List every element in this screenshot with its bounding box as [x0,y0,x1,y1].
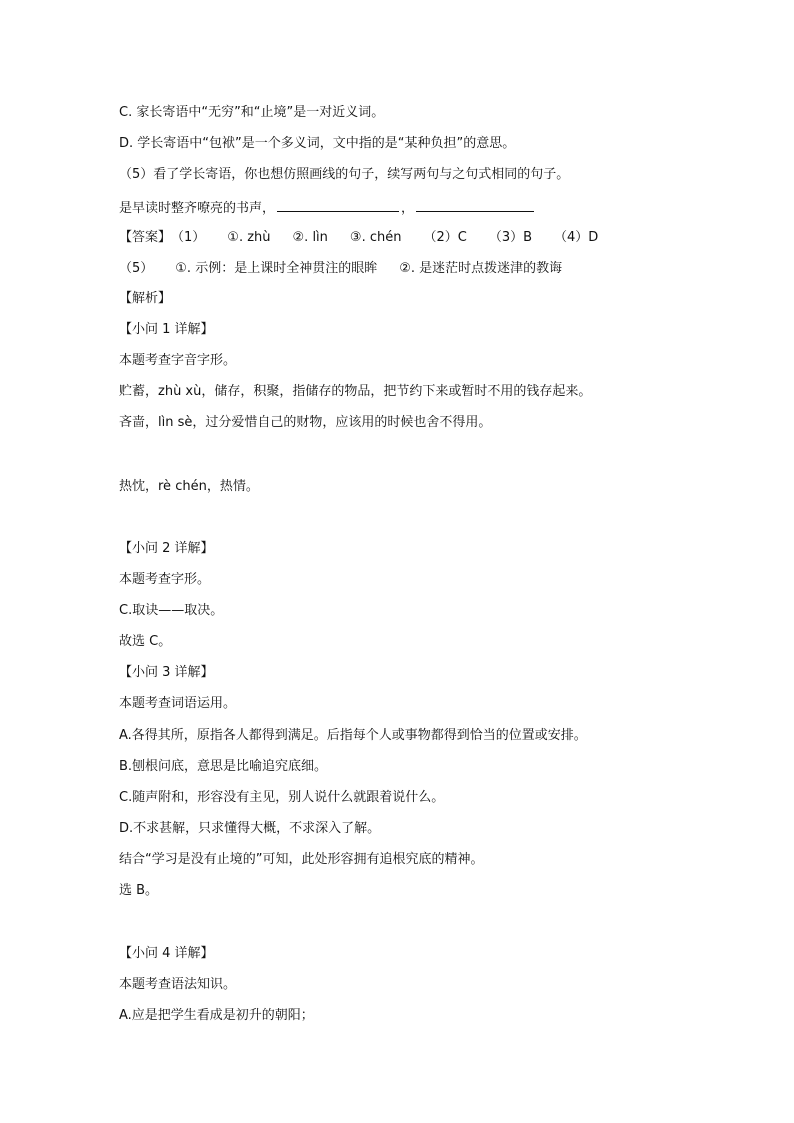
q1-header: 【小问 1 详解】 [119,322,214,337]
answer-line-2 [119,261,759,277]
answer-1-b: ②. lìn [292,230,328,245]
question-5-fill-line [119,199,759,217]
q4-header: 【小问 4 详解】 [119,946,214,961]
answer-part-2: （2）C [423,230,467,245]
q3-line-3: B.刨根问底，意思是比喻追究底细。 [119,759,328,774]
q3-line-4: C.随声附和，形容没有主见，别人说什么就跟着说什么。 [119,790,445,805]
answer-blank-2 [416,199,534,212]
q2-line-2: C.取诀——取决。 [119,603,224,618]
answer-line-1 [119,230,759,246]
question-5-prompt: （5）看了学长寄语，你也想仿照画线的句子，续写两句与之句式相同的句子。 [119,167,570,182]
answer-part-5: （5） [119,261,154,276]
q3-line-7: 选 B。 [119,883,159,898]
answer-part-1: （1） [171,230,206,245]
answer-5-a: ①. 示例：是上课时全神贯注的眼眸 [175,261,378,276]
answer-blank-1 [277,199,399,212]
option-d-line: D. 学长寄语中“包袱”是一个多义词，文中指的是“某种负担”的意思。 [119,136,516,151]
q4-line-1: 本题考查语法知识。 [119,977,237,992]
answer-1-c: ③. chén [349,230,402,245]
answer-part-3: （3）B [488,230,533,245]
q3-line-1: 本题考查词语运用。 [119,696,237,711]
answer-1-a: ①. zhù [227,230,271,245]
q1-line-1: 本题考查字音字形。 [119,353,237,368]
answer-label: 【答案】 [119,230,172,245]
q3-header: 【小问 3 详解】 [119,665,214,680]
q3-line-2: A.各得其所，原指各人都得到满足。后指每个人或事物都得到恰当的位置或安排。 [119,728,587,743]
q1-line-4: 热忱，rè chén，热情。 [119,479,259,494]
question-5-comma: ， [401,201,415,216]
answer-part-4: （4）D [554,230,599,245]
question-5-start-text: 是早读时整齐嘹亮的书声， [119,201,276,216]
q2-line-3: 故选 C。 [119,634,172,649]
q3-line-6: 结合“学习是没有止境的”可知，此处形容拥有追根究底的精神。 [119,852,484,867]
q1-line-2: 贮蓄，zhù xù，储存，积聚，指储存的物品，把节约下来或暂时不用的钱存起来。 [119,384,592,399]
q2-line-1: 本题考查字形。 [119,572,211,587]
answer-5-b: ②. 是迷茫时点拨迷津的教诲 [399,261,563,276]
q3-line-5: D.不求甚解，只求懂得大概，不求深入了解。 [119,821,381,836]
q1-line-3: 吝啬，lìn sè，过分爱惜自己的财物，应该用的时候也舍不得用。 [119,415,492,430]
q2-header: 【小问 2 详解】 [119,541,214,556]
q4-line-2: A.应是把学生看成是初升的朝阳； [119,1008,314,1023]
option-c-line: C. 家长寄语中“无穷”和“止境”是一对近义词。 [119,105,385,120]
analysis-label: 【解析】 [119,291,172,306]
